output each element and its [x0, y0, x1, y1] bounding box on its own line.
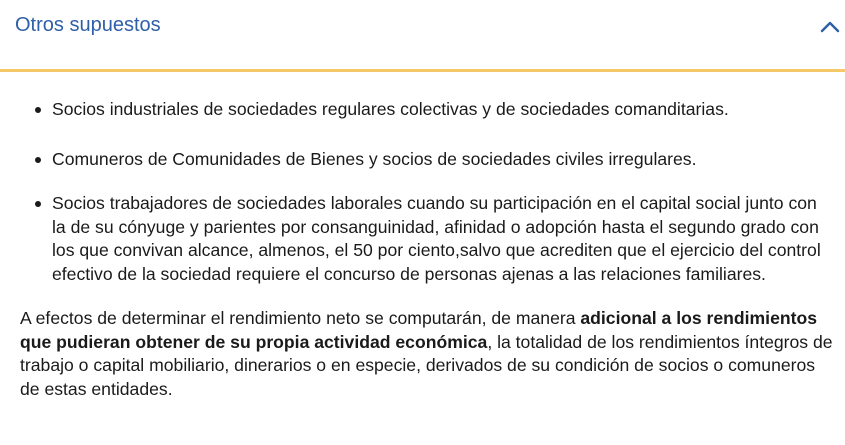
list-item: Socios trabajadores de sociedades laborales cuando su participación en el capital social junto con la de su cónyuge y parientes por consanguinidad, afinidad o adopción hasta el segundo grado con los que convivan alcance, almenos, el 50 por ciento,salvo que acrediten que el ejercicio del control efectivo de la sociedad requiere el concurso de personas ajenas a las relaciones familiares.: [52, 192, 835, 286]
bullet-list: [20, 98, 835, 286]
accordion-header[interactable]: [0, 0, 845, 72]
list-item: Comuneros de Comunidades de Bienes y socios de sociedades civiles irregulares.: [52, 148, 835, 172]
paragraph-bold-text: adicional a los rendimientos que pudieran obtener de su propia actividad económica: [20, 308, 817, 352]
paragraph-text-start: A efectos de determinar el rendimiento neto se computarán, de manera: [20, 308, 581, 328]
list-item: Socios industriales de sociedades regulares colectivas y de sociedades comanditarias.: [52, 98, 835, 122]
paragraph-text-end: , la totalidad de los rendimientos íntegros de trabajo o capital mobiliario, dinerarios o en especie, derivados de su condición de socios o comuneros de estas entidades.: [20, 331, 833, 399]
chevron-up-icon[interactable]: [819, 16, 841, 38]
accordion-title[interactable]: Otros supuestos: [15, 14, 161, 36]
explanatory-paragraph: [20, 307, 835, 401]
accordion-content: [0, 98, 845, 401]
